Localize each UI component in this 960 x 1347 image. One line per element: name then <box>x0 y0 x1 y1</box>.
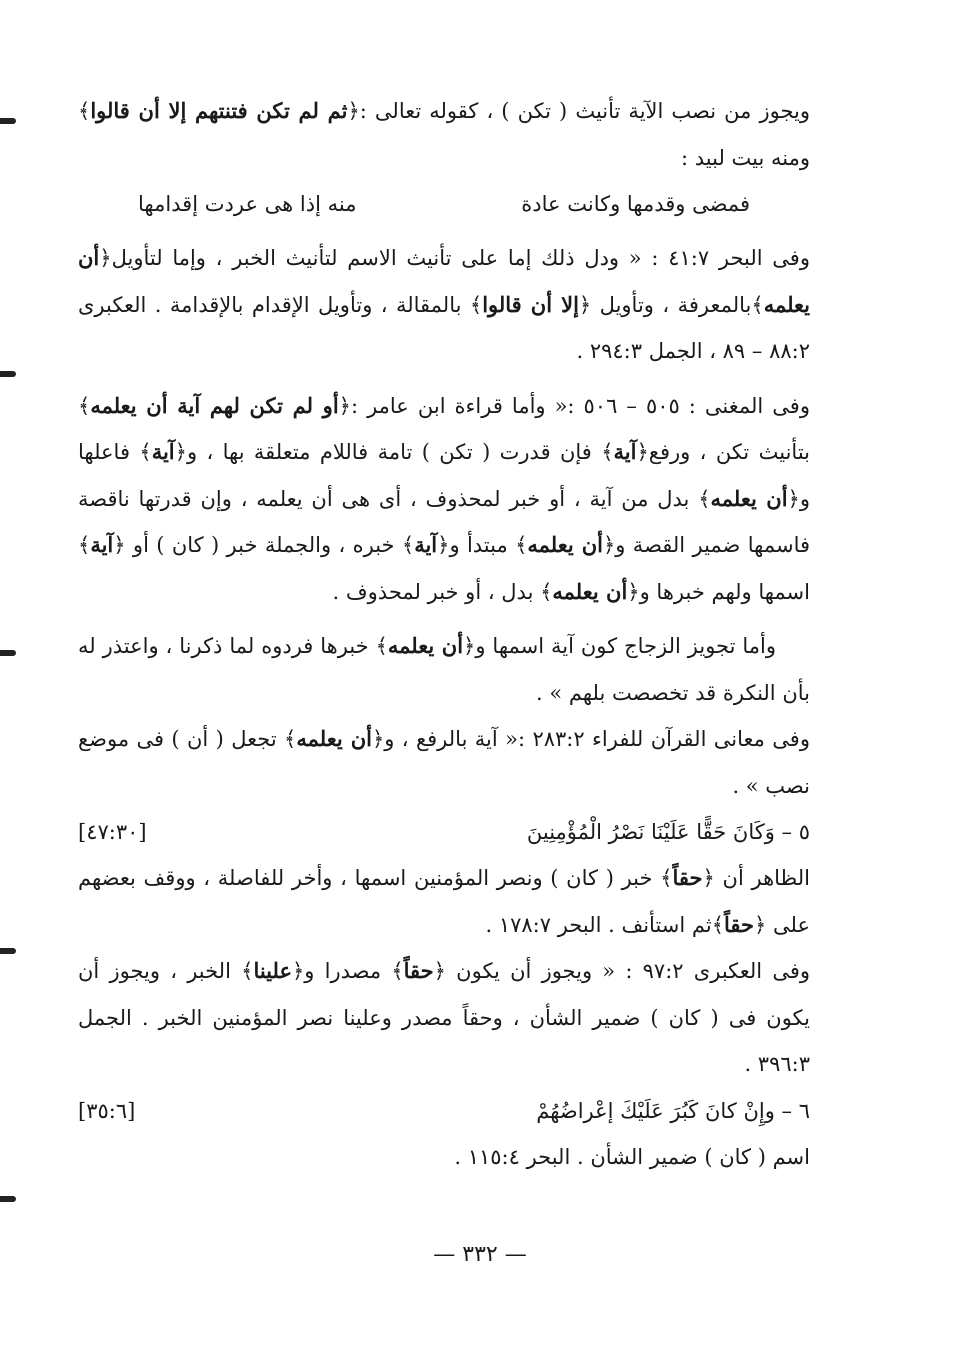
quran-quote: آية <box>613 439 637 464</box>
quran-quote: إلا أن قالوا <box>482 291 579 317</box>
quran-quote: حقاً <box>724 911 755 937</box>
quran-quote: ثم لم تكن فتنتهم إلا أن قالوا <box>90 98 348 123</box>
paragraph-ukbari <box>78 948 810 1088</box>
quran-quote: أن يعلمه <box>527 532 603 557</box>
text: ﴾ بدل من آية ، أو خبر لمحذوف ، أى هى أن يعلمه ، وإن قدرتها ناقصة فاسمها ضمير القصة و﴿ <box>78 486 811 557</box>
ayah-reference: [٤٧:٣٠] <box>78 820 147 844</box>
paragraph-nasb <box>78 88 810 181</box>
text: ﴾بالمعرفة ، وتأويل ﴿ <box>578 292 764 317</box>
paragraph-mughni <box>78 383 810 616</box>
margin-mark <box>0 371 16 377</box>
quran-quote: آية <box>414 532 438 557</box>
margin-mark <box>0 118 16 124</box>
paragraph-farra <box>78 716 810 809</box>
text: ﴾ فإن قدرت ( تكن ) تامة فاللام متعلقة بها ، و﴿ <box>174 440 614 464</box>
text: وفى البحر ٤١:٧ : « ودل ذلك إما على تأنيث الاسم لتأنيث الخبر ، وإما لتأويل﴿ <box>99 246 810 270</box>
quran-quote: أن يعلمه <box>296 726 372 751</box>
text: ﴾ثم استأنف . البحر ١٧٨:٧ . <box>485 912 725 937</box>
text: وأما تجويز الزجاج كون آية اسمها و﴿ <box>463 634 776 658</box>
quran-quote: حقاً <box>672 865 703 890</box>
text: ﴾ اسمها ولهم خبرها و﴿ <box>78 533 810 604</box>
margin-mark <box>0 948 16 954</box>
paragraph-zahir <box>78 855 810 948</box>
text: ﴾ بتأنيث تكن ، ورفع﴿ <box>78 393 810 464</box>
text: ﴾ مبتدأ و﴿ <box>437 533 528 557</box>
page-number: — ٣٣٢ — <box>433 1242 527 1267</box>
text: ﴾ ومنه بيت لبيد : <box>78 99 810 170</box>
margin-mark <box>0 650 16 656</box>
paragraph-bahr <box>78 235 810 375</box>
text: ﴾ مصدرا و﴿ <box>292 959 404 983</box>
ayah-reference: [٣٥:٦] <box>78 1098 136 1123</box>
quran-quote: أو لم تكن لهم آية أن يعلمه <box>90 392 339 418</box>
text: ويجوز من نصب الآية تأنيث ( تكن ) ، كقوله تعالى :﴿ <box>347 99 810 123</box>
poetry-verse <box>78 181 810 227</box>
text: ﴾ خبرها فردوه لما ذكرنا ، واعتذر له بأن النكرة قد تخصصت بلهم » . <box>78 634 810 705</box>
quran-quote: أن يعلمه <box>78 245 811 317</box>
quran-quote: أن يعلمه <box>387 633 464 658</box>
paragraph-zajjaj <box>78 623 810 716</box>
quran-quote: آية <box>151 439 175 464</box>
text: ﴾ خبره ، والجملة خبر ( كان ) أو ﴿ <box>113 533 415 557</box>
paragraph-ism-kana: اسم ( كان ) ضمير الشأن . البحر ١١٥:٤ . <box>454 1144 810 1169</box>
verse-first-hemistich: فمضى وقدمها وكانت عادة <box>521 192 750 216</box>
quran-quote: حقاً <box>403 958 434 983</box>
ayah-entry-6 <box>78 1088 810 1134</box>
quran-quote: آية <box>90 532 114 557</box>
quran-quote: أن يعلمه <box>552 578 628 604</box>
text: ﴾ فاعلها و﴿ <box>78 440 810 511</box>
page-body <box>78 88 810 1180</box>
quran-quote: أن يعلمه <box>710 485 788 511</box>
ayah-text: ٦ – وإِنْ كانَ كَبُرَ عَلَيْكَ إعْراضُهُمْ <box>536 1098 810 1123</box>
margin-mark <box>0 1196 16 1202</box>
text: وفى العكبرى ٩٧:٢ : « ويجوز أن يكون ﴿ <box>433 959 811 983</box>
quran-quote: علينا <box>253 958 292 983</box>
text: وفى معانى القرآن للفراء ٢٨٣:٢ :« آية بالرفع ، و﴿ <box>371 727 810 751</box>
text: وفى المغنى : ٥٠٥ – ٥٠٦ :« وأما قراءة ابن عامر :﴿ <box>338 393 810 418</box>
text: ﴾ تجعل ( أن ) فى موضع نصب » . <box>78 727 810 798</box>
ayah-entry-5 <box>78 809 810 855</box>
text: الظاهر أن ﴿ <box>702 866 810 890</box>
text: ﴾ خبر ( كان ) ونصر المؤمنين اسمها ، وأخر للفاصلة ، ووقف بعضهم على ﴿ <box>78 866 810 937</box>
text: ﴾ بالمقالة ، وتأويل الإقدام بالإقدامة . العكبرى ٨٨:٢ – ٨٩ ، الجمل ٢٩٤:٣ . <box>78 292 810 363</box>
text: ﴾ الخبر ، ويجوز أن يكون فى ( كان ) ضمير الشأن ، وحقاً مصدر وعلينا نصر المؤمنين الخبر . الجمل ٣٩٦:٣ . <box>78 959 810 1076</box>
ayah-text: ٥ – وَكَانَ حَقًّا عَلَيْنَا نَصْرُ الْمُؤْمِنِينَ <box>526 820 810 844</box>
verse-second-hemistich: منه إذا هى عردت إقدامها <box>138 192 357 216</box>
text: ﴾ بدل ، أو خبر لمحذوف . <box>332 579 553 604</box>
